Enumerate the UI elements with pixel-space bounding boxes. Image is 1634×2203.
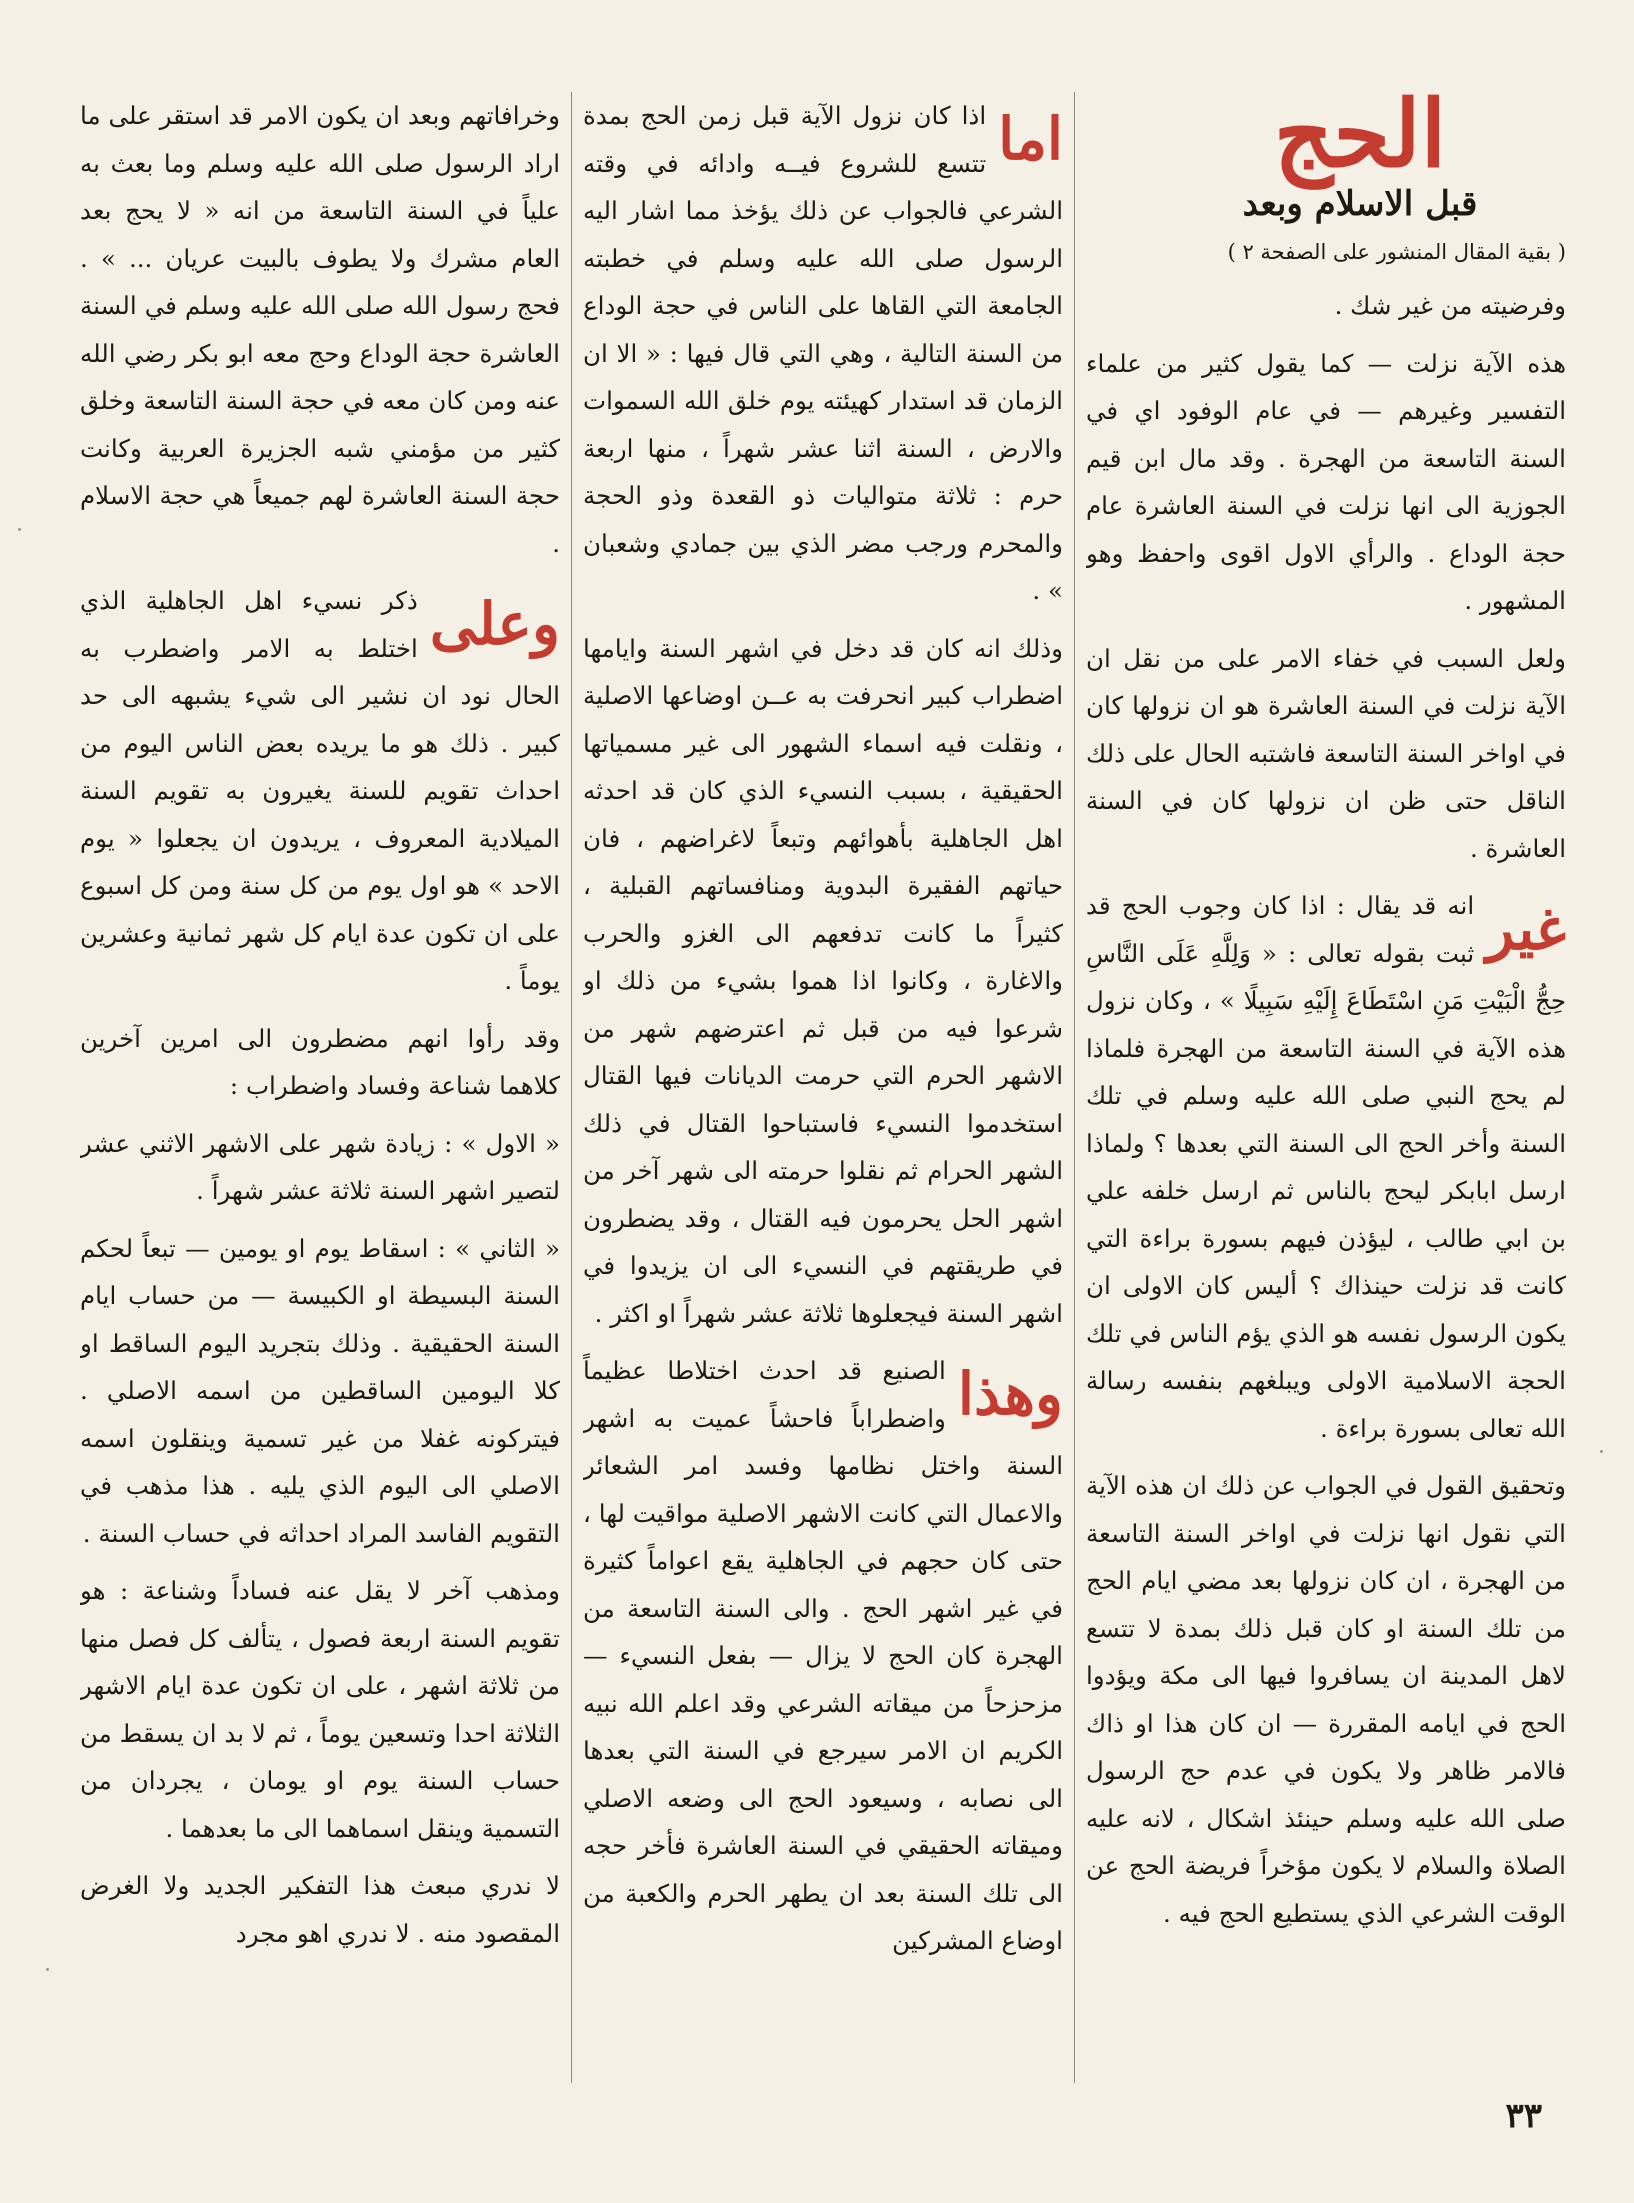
- paper-speck: [1600, 1450, 1603, 1453]
- paragraph: ولعل السبب في خفاء الامر على من نقل ان الآية نزلت في السنة العاشرة هو ان نزولها كان في اواخر السنة التاسعة فاشتبه الحال على ذلك الناقل حتى ظن ان نزولها كان في السنة العاشرة .: [1086, 643, 1566, 863]
- column-divider: [1074, 92, 1075, 2083]
- article-title: الحج: [1273, 80, 1447, 188]
- paragraph-with-dropword: [583, 92, 1063, 615]
- paragraph: وقد رأوا انهم مضطرون الى امرين آخرين كلاهما شناعة وفساد واضطراب :: [80, 1023, 560, 1100]
- paragraph-text: الصنيع قد احدث اختلاطا عظيماً واضطراباً فاحشاً عميت به اشهر السنة واختل نظامها وفسد امر الشعائر والاعمال التي كانت الاشهر الاصلية مواقيت لها ، حتى كان حجهم في الجاهلية يقع اعواماً كثيرة في غير اشهر الحج . والى السنة التاسعة من الهجرة كان الحج لا يزال — بفعل النسيء — مزحزحاً من ميقاته الشرعي وقد اعلم الله نبيه الكريم ان الامر سيرجع في السنة التي بعدها الى نصابه ، وسيعود الحج الى وضعه الاصلي وميقاته الحقيقي في السنة العاشرة فأخر حجه الى تلك السنة بعد ان يطهر الحرم والكعبة من اوضاع المشركين: [583, 1356, 1063, 1955]
- paragraph: وذلك انه كان قد دخل في اشهر السنة وايامها اضطراب كبير انحرفت به عــن اوضاعها الاصلية ، ونقلت فيه اسماء الشهور الى غير مسمياتها الحقيقية ، بسبب النسيء الذي كان قد احدثه اهل الجاهلية بأهوائهم وتبعاً لاغراضهم ، فان حياتهم الفقيرة البدوية ومنافساتهم القبلية ، كثيراً ما كانت تدفعهم الى الغزو والحرب والاغارة ، وكانوا اذا هموا بشيء من ذلك او شرعوا فيه من قبل ثم اعترضهم شهر من الاشهر الحرم التي حرمت الديانات فيها القتال استخدموا النسيء فاستباحوا القتال في ذلك الشهر الحرام ثم نقلوا حرمته الى شهر آخر من اشهر الحل يحرمون فيه القتال ، وقد يضطرون في طريقتهم في النسيء الى ان يزيدوا في اشهر السنة فيجعلوها ثلاثة عشر شهراً او اكثر .: [583, 633, 1063, 1328]
- paragraph: وتحقيق القول في الجواب عن ذلك ان هذه الآية التي نقول انها نزلت في اواخر السنة التاسعة من الهجرة ، ان كان نزولها بعد مضي ايام الحج من تلك السنة او كان قبل ذلك بمدة لا تتسع لاهل المدينة ان يسافروا فيها الى مكة ويؤدوا الحج في ايامه المقررة — ان كان هذا او ذاك فالامر ظاهر ولا يكون في عدم حج الرسول صلى الله عليه وسلم حينئذ اشكال ، لانه عليه الصلاة والسلام لا يكون مؤخراً فريضة الحج عن الوقت الشرعي الذي يستطيع الحج فيه .: [1086, 1471, 1566, 1928]
- red-lead-word: غير: [1486, 895, 1566, 963]
- paper-speck: [18, 528, 21, 531]
- continuation-note: ( بقية المقال المنشور على الصفحة ٢ ): [1227, 240, 1566, 264]
- red-lead-word: وهذا: [957, 1360, 1063, 1428]
- paragraph: ومذهب آخر لا يقل عنه فساداً وشناعة : هو تقويم السنة اربعة فصول ، يتألف كل فصل منها من ثلاثة اشهر ، على ان تكون عدة ايام الاشهر الثلاثة احدا وتسعين يوماً ، ثم لا بد ان يسقط من حساب السنة يوم او يومان ، يجردان من التسمية وينقل اسماهما الى ما بعدهما .: [80, 1576, 560, 1843]
- column-left: [80, 92, 560, 2093]
- paragraph: « الثاني » : اسقاط يوم او يومين — تبعاً لحكم السنة البسيطة او الكبيسة — من حساب ايام السنة الحقيقية . وذلك بتجريد اليوم الساقط او كلا اليومين الساقطين من اسمه الاصلي . فيتركونه غفلا من غير تسمية وينقلون اسمه الاصلي الى اليوم الذي يليه . هذا مذهب في التقويم الفاسد المراد احداثه في حساب السنة .: [80, 1233, 560, 1548]
- paragraph-with-dropword: [80, 577, 560, 1005]
- paragraph-text: انه قد يقال : اذا كان وجوب الحج قد ثبت بقوله تعالى : « وَلِلَّهِ عَلَى النَّاسِ حِجُّ الْبَيْتِ مَنِ اسْتَطَاعَ إِلَيْهِ سَبِيلًا » ، وكان نزول هذه الآية في السنة التاسعة من الهجرة فلماذا لم يحج النبي صلى الله عليه وسلم في تلك السنة وأخر الحج الى السنة التي بعدها ؟ ولماذا ارسل ابابكر ليحج بالناس ثم ارسل خلفه علي بن ابي طالب ، ليؤذن فيهم بسورة براءة التي كانت قد نزلت حينذاك ؟ أليس كان الاولى ان يكون الرسول نفسه هو الذي يؤم الناس في تلك الحجة الاسلامية الاولى ويبلغهم بنفسه رسالة الله تعالى بسورة براءة .: [1086, 891, 1566, 1443]
- paragraph-text: ذكر نسيء اهل الجاهلية الذي اختلط به الامر واضطرب به الحال نود ان نشير الى شيء يشبهه الى حد كبير . ذلك هو ما يريده بعض الناس اليوم من احداث تقويم للسنة يغيرون به تقويم السنة الميلادية المعروف ، يريدون ان يجعلوا « يوم الاحد » هو اول يوم من كل سنة ومن كل اسبوع على ان تكون عدة ايام كل شهر ثمانية وعشرين يوماً .: [80, 586, 560, 995]
- paper-speck: [46, 1968, 49, 1971]
- paragraph: لا ندري مبعث هذا التفكير الجديد ولا الغرض المقصود منه . لا ندري اهو مجرد: [80, 1871, 560, 1948]
- article-subtitle: قبل الاسلام وبعد: [1242, 184, 1478, 224]
- paragraph: وخرافاتهم وبعد ان يكون الامر قد استقر على ما اراد الرسول صلى الله عليه وسلم وما بعث به علياً في السنة التاسعة من انه « لا يحج بعد العام مشرك ولا يطوف بالبيت عريان ... » . فحج رسول الله صلى الله عليه وسلم في السنة العاشرة حجة الوداع وحج معه ابو بكر رضي الله عنه ومن كان معه في حجة السنة التاسعة وخلق كثير من مؤمني شبه الجزيرة العربية وكانت حجة السنة العاشرة لهم جميعاً هي حجة الاسلام .: [80, 101, 560, 558]
- page-number: ٣٣: [1505, 2096, 1542, 2136]
- paragraph: وفرضيته من غير شك .: [1334, 291, 1566, 320]
- paragraph: « الاول » : زيادة شهر على الاشهر الاثني عشر لتصير اشهر السنة ثلاثة عشر شهراً .: [80, 1128, 560, 1205]
- red-lead-word: اما: [998, 105, 1063, 173]
- column-divider: [571, 92, 572, 2083]
- red-lead-word: وعلى: [429, 590, 560, 658]
- column-middle: [583, 92, 1063, 2093]
- column-right: [1086, 282, 1566, 2093]
- article-heading: [1160, 80, 1560, 224]
- paragraph-with-dropword: [1086, 882, 1566, 1452]
- paragraph-text: اذا كان نزول الآية قبل زمن الحج بمدة تتسع للشروع فيــه وادائه في وقته الشرعي فالجواب عن ذلك يؤخذ مما اشار اليه الرسول صلى الله عليه وسلم في خطبته الجامعة التي القاها على الناس في حجة الوداع من السنة التالية ، وهي التي قال فيها : « الا ان الزمان قد استدار كهيئته يوم خلق الله السموات والارض ، السنة اثنا عشر شهراً ، منها اربعة حرم : ثلاثة متواليات ذو القعدة وذو الحجة والمحرم ورجب مضر الذي بين جمادي وشعبان » .: [583, 101, 1063, 605]
- paragraph-with-dropword: [583, 1347, 1063, 1965]
- paragraph: هذه الآية نزلت — كما يقول كثير من علماء التفسير وغيرهم — في عام الوفود اي في السنة التاسعة من الهجرة . وقد مال ابن قيم الجوزية الى انها نزلت في السنة العاشرة عام حجة الوداع . والرأي الاول اقوى واحفظ وهو المشهور .: [1086, 348, 1566, 615]
